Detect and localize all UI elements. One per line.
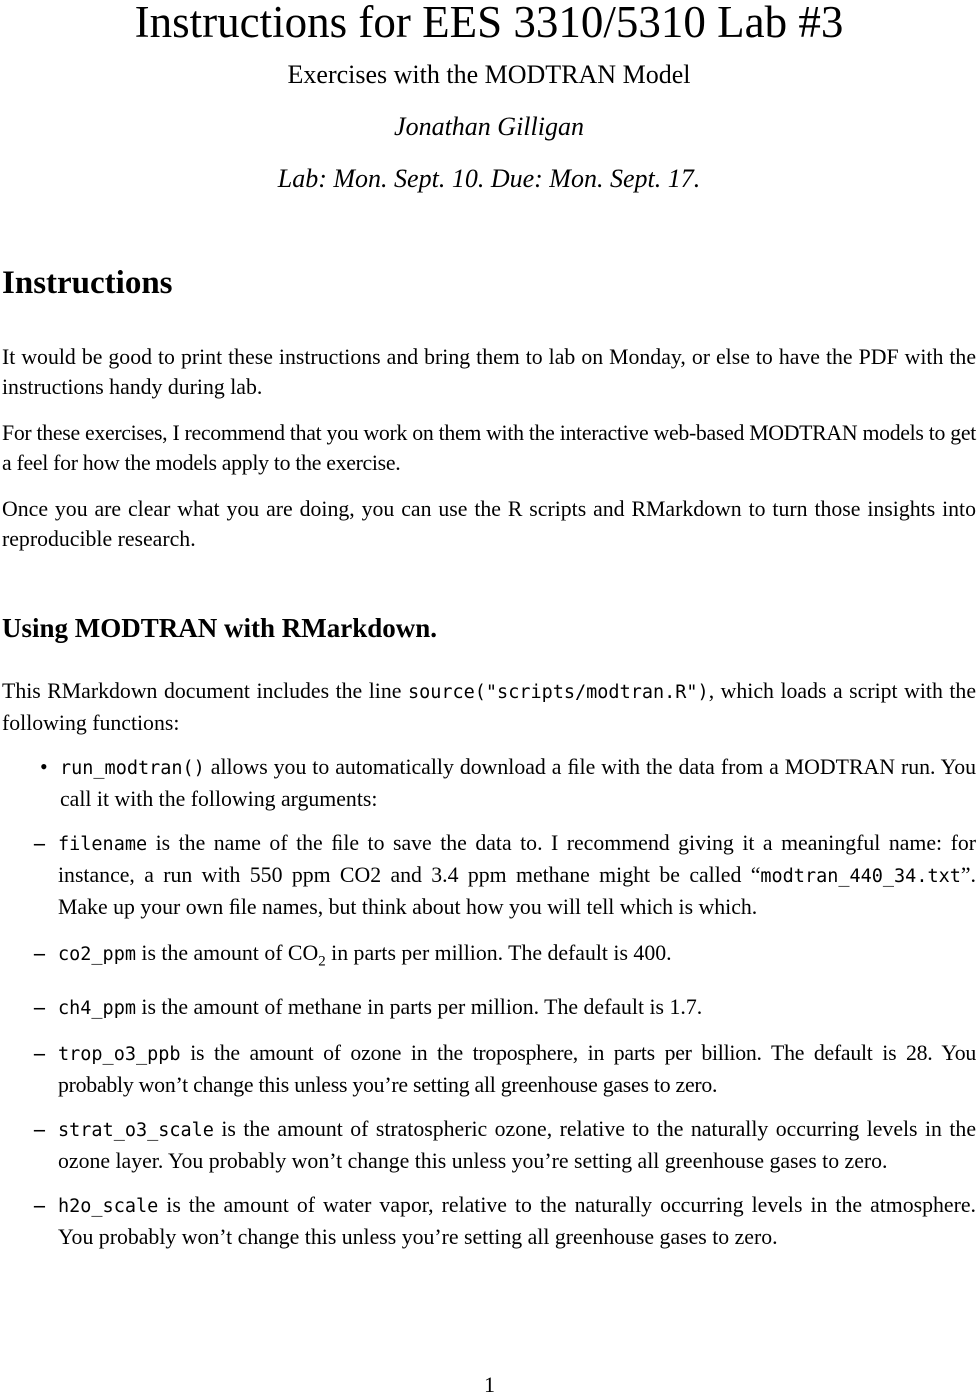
argument-desc-ch4: is the amount of methane in parts per million. The default is 1.7.	[135, 995, 703, 1020]
dash-icon: –	[34, 1041, 45, 1066]
argument-desc-h2o: is the amount of water vapor, relative to the naturally occurring levels in the atmosphere. You probably won’t change this unless you’re setting all greenhouse gases to zero.	[58, 1193, 976, 1250]
paragraph-interactive: For these exercises, I recommend that you work on them with the interactive web-based MODTRAN models to get a feel for how the models apply to the exercise.	[2, 421, 976, 475]
paragraph-print: It would be good to print these instructions and bring them to lab on Monday, or else to have the PDF with the instructions handy during lab.	[2, 345, 976, 399]
example-filename-code: modtran_440_34.txt	[760, 866, 961, 887]
argument-desc-co2-part2: in parts per million. The default is 400.	[325, 941, 672, 965]
document-date: Lab: Mon. Sept. 10. Due: Mon. Sept. 17.	[277, 164, 701, 193]
argument-name-co2: co2_ppm	[58, 944, 136, 965]
argument-item-trop-o3	[2, 1038, 976, 1100]
page-number: 1	[484, 1372, 495, 1397]
section-heading-rmarkdown: Using MODTRAN with RMarkdown.	[2, 613, 438, 643]
function-list	[2, 752, 976, 1252]
dash-icon: –	[34, 1193, 45, 1218]
document-author: Jonathan Gilligan	[394, 112, 584, 141]
dash-icon: –	[34, 941, 45, 965]
argument-item-filename	[2, 828, 976, 922]
argument-desc-filename-part1: is the name of the ﬁle to save the data to. I recommend giving it a meaningful name: for instance, a run with 550 ppm CO2 and 3.4 ppm methane might be called “	[58, 831, 976, 887]
section-heading-instructions: Instructions	[2, 265, 173, 301]
argument-desc-filename-part2: ”. Make up your own ﬁle names, but think about how you will tell which is which.	[58, 863, 976, 919]
function-name-code: run_modtran()	[60, 758, 205, 779]
argument-desc-co2-part1: is the amount of CO	[135, 941, 319, 965]
argument-desc-trop-o3: is the amount of ozone in the troposphere, in parts per billion. The default is 28. You probably won’t change this unless you’re setting all greenhouse gases to zero.	[58, 1041, 976, 1098]
paragraph-reproducible: Once you are clear what you are doing, you can use the R scripts and RMarkdown to turn those insights into reproducible research.	[2, 497, 976, 551]
dash-icon: –	[34, 995, 45, 1020]
argument-item-co2	[2, 938, 976, 976]
argument-list	[2, 828, 976, 1252]
dash-icon: –	[34, 1117, 45, 1142]
bullet-icon: •	[40, 755, 48, 779]
document-subtitle: Exercises with the MODTRAN Model	[287, 60, 691, 89]
argument-name-strat-o3: strat_o3_scale	[58, 1120, 214, 1142]
intro-text-after: , which loads a script with the following functions:	[2, 679, 976, 735]
argument-name-h2o: h2o_scale	[58, 1196, 159, 1218]
dash-icon: –	[34, 831, 45, 855]
document-title: Instructions for EES 3310/5310 Lab #3	[134, 0, 844, 47]
paragraph-source-line	[2, 676, 976, 738]
argument-name-trop-o3: trop_o3_ppb	[58, 1044, 181, 1066]
argument-name-filename: filename	[58, 834, 148, 855]
argument-desc-strat-o3: is the amount of stratospheric ozone, relative to the naturally occurring levels in the ozone layer. You probably won’t change this unless you’re setting all greenhouse gases to zero.	[58, 1117, 976, 1174]
co2-subscript: 2	[318, 953, 326, 970]
argument-item-strat-o3	[2, 1114, 976, 1176]
document-page	[2, 0, 976, 1252]
function-description: allows you to automatically download a ﬁle with the data from a MODTRAN run. You call it with the following arguments:	[60, 755, 976, 811]
argument-name-ch4: ch4_ppm	[58, 998, 136, 1020]
argument-item-ch4	[2, 992, 976, 1024]
list-item-run-modtran	[2, 752, 976, 1252]
argument-item-h2o	[2, 1190, 976, 1252]
source-code-snippet: source("scripts/modtran.R")	[407, 682, 709, 703]
intro-text-before: This RMarkdown document includes the line	[2, 679, 408, 703]
